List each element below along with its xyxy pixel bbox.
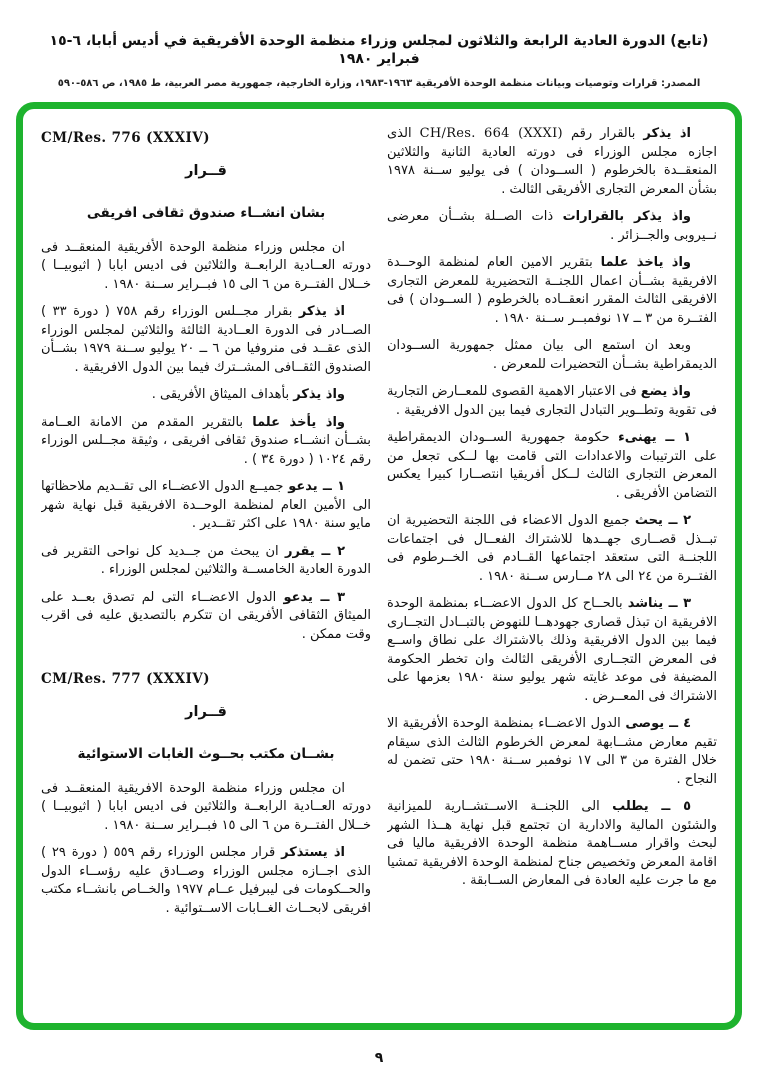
page-header — [0, 0, 758, 89]
para-text: بقرار مجــلس الوزراء رقم ٧٥٨ ( دورة ٣٣ ) الصــادر فى الدورة العــادية الثالثة والثلاثين لمجلس الوزراء الذى عقــد فى منروفيا من ٦ ــ ٢٠ يوليو ســنة ١٩٧٩ بشــأن الصندوق الثقــافى المشــترك فيما بين الدول الافريقية . — [41, 304, 371, 375]
para-text: جميــع الدول الاعضــاء الى تقــديم ملاحظاتها الى الأمين العام لمنظمة الوحــدة الافريقية قبل نهاية شهر مايو سنة ١٩٨٠ على اكثر تقــدير . — [41, 479, 371, 531]
para-text: ان يبحث من جــديد كل نواحى التقرير فى الدورة العادية الخامســة والثلاثين لمجلس الوزراء . — [41, 543, 371, 577]
para-text: الذى اجازه مجلس الوزراء فى دورته العادية الثانية والثلاثين المنعقــدة بالخرطوم ( الســودان ) فى يوليو ســنة ١٩٧٨ بشأن المعرض التجارى الأفريقى الثالث . — [387, 126, 717, 197]
paragraph — [41, 303, 371, 377]
para-text: حكومة جمهورية الســودان الديمقراطية على الترتيبات والاعدادات التى قامت بها لــكى تجعل من المعرض التجارى الثالث لــكل أفريقيا انتصــارا كبيرا يعكس التضامن الأفريقى . — [387, 430, 717, 501]
numbered-item — [387, 429, 717, 503]
para-text: بالتقرير المقدم من الامانة العــامة بشــأن انشــاء صندوق ثقافى افريقى ، وثيقة مجــلس الوزراء رقم ١٠٢٤ ( دورة ٣٤ ) . — [41, 414, 371, 467]
two-column-layout — [41, 125, 717, 1013]
para-lead: ١ ــ يدعو — [288, 479, 345, 494]
source-citation: المصدر: قرارات وتوصيات وبيانات منظمة الوحدة الأفريقية ١٩٦٣-١٩٨٣، وزارة الخارجية، جمهورية مصر العربية، ط ١٩٨٥، ص ٥٨٦-٥٩٠ — [57, 78, 701, 90]
paragraph — [387, 208, 717, 245]
para-lead: واذ ياخذ علما — [600, 255, 692, 270]
paragraph — [387, 383, 717, 420]
paragraph — [387, 125, 717, 199]
numbered-item — [387, 798, 717, 891]
para-lead: ٢ ــ يقرر — [284, 543, 345, 559]
para-lead: واذ يذكر بالقرارات — [562, 209, 691, 224]
column-left — [41, 125, 371, 1013]
para-lead: ٢ ــ يحث — [634, 513, 691, 528]
para-text: ذات الصــلة بشــأن معرضى نــيروبى والجــزائر . — [387, 209, 717, 243]
para-text: الدول الاعضــاء بمنظمة الوحدة الأفريقية الا تقيم معارض مشــابهة لمعرض الخرطوم الثالث الذى سيقام خلال الفترة من ٣ الى ١٧ نوفمبر ســنة ١٩٨٠ حتى تضمن له النجاح . — [387, 716, 717, 787]
numbered-item — [41, 478, 371, 534]
para-text: بالحــاح كل الدول الاعضــاء بمنظمة الوحدة الافريقية ان تبذل قصارى جهودهــا للنهوض بالتبــادل التجــارى فيما بين الدول الافريقية وذلك بالاشتراك على نطاق واســع فى المعرض التجــارى الأفريقى الثالث وان تخطر الحكومة المضيفة فى موعد غايته شهر يوليو سنة ١٩٨٠ بعزمها على الاشتراك فى المعــرض . — [387, 596, 717, 704]
resolution-title: قــرار — [185, 703, 227, 720]
page-footer — [0, 1050, 758, 1066]
numbered-item — [387, 512, 717, 586]
numbered-item — [387, 715, 717, 789]
para-text: بأهداف الميثاق الأفريقى . — [151, 387, 294, 402]
para-lead: ٣ ــ يناشد — [627, 596, 691, 611]
para-text: الى اللجنــة الاســتشــارية للميزانية والشئون المالية والادارية ان تجتمع قبل نهاية هــذا الشهر لبحث واقرار مســاهمة منظمة الوحدة الافريقية ماليا فى اقامة المعرض وتخصيص جناح لمنظمة الوحدة الافريقية تمشيا مع ما جرت عليه العادة فى المعارض الســابقة . — [387, 799, 717, 888]
resolution-subject: بشان انشــاء صندوق ثقافى افريقى — [86, 205, 326, 221]
numbered-item — [387, 595, 717, 706]
para-lead: واذ يضع — [640, 384, 691, 399]
numbered-item — [41, 543, 371, 580]
green-border-frame — [16, 102, 742, 1030]
para-text: فى الاعتبار الاهمية القصوى للمعــارض التجارية فى تقوية وتطــوير التبادل التجارى فيما بين الدول الافريقية . — [387, 384, 717, 418]
paragraph — [41, 386, 371, 405]
paragraph — [41, 780, 371, 836]
para-lead: واذ يأخذ علما — [252, 414, 345, 430]
para-lead: اذ يذكر — [643, 126, 691, 141]
para-lead: اذ يستذكر — [281, 845, 345, 860]
resolution-title: قــرار — [185, 162, 227, 179]
resolution-code: CM/Res. 776 (XXXIV) — [41, 130, 210, 146]
para-text: جميع الدول الاعضاء فى اللجنة التحضيرية ان تبــذل قصــارى جهــدها للاشتراك الفعــال فى اجتماعات اللجنــة التى ستعقد اجتماعها القــادم فى الخــرطوم فى الفتــرة من ٢٤ الى ٢٨ مــارس ســنة ١٩٨٠ . — [387, 513, 717, 584]
paragraph — [387, 254, 717, 328]
para-text: ان مجلس وزراء منظمة الوحدة الافريقية المنعقــد فى دورته العــادية الرابعــة والثلاثين فى اديس ابابا ( اثيوبيــا ) خــلال الفتــرة من ٦ الى ١٥ فبــراير ســنة ١٩٨٠ . — [41, 780, 371, 833]
para-lead: ٣ ــ يدعو — [283, 589, 345, 605]
para-lead: ٤ ــ يوصى — [625, 716, 692, 731]
numbered-item — [41, 589, 371, 645]
paragraph — [41, 239, 371, 295]
para-lead: اذ يذكر — [298, 304, 345, 319]
page-number: ٩ — [374, 1050, 384, 1066]
paragraph — [41, 844, 371, 918]
resolution-block — [41, 670, 371, 918]
para-text: قرار مجلس الوزراء رقم ٥٥٩ ( دورة ٢٩ ) الذى اجــازه مجلس الوزراء وصــادق عليه رؤســاء الدول والحــكومات فى ليبرفيل عــام ١٩٧٧ والخــاص بانشــاء مكتب افريقى لابحــاث الغــابات الاســتوائية . — [41, 845, 371, 916]
paragraph — [387, 337, 717, 374]
column-right — [387, 125, 717, 1013]
resolution-code-inline: CH/Res. 664 (XXXI) — [419, 126, 563, 141]
para-lead: واذ يذكر — [293, 387, 345, 402]
paragraph — [41, 414, 371, 470]
para-lead: ٥ ــ يطلب — [612, 799, 691, 814]
resolution-code: CM/Res. 777 (XXXIV) — [41, 671, 210, 687]
page-title: (تابع) الدورة العادية الرابعة والثلاثون لمجلس وزراء منظمة الوحدة الأفريقية في أديس أبابا، ٦-١٥ فبراير ١٩٨٠ — [49, 33, 709, 68]
para-text: بتقرير الامين العام لمنظمة الوحــدة الافريقية بشــأن اعمال اللجنــة التحضيرية للمعرض التجارى الافريقى الثالث المقرر انعقــاده بالخرطوم ( الســودان ) فى الفتــرة من ٣ ــ ١٧ نوفمبــر ســنة ١٩٨٠ . — [387, 255, 717, 326]
para-text: الدول الاعضــاء التى لم تصدق بعــد على الميثاق الثقافى الأفريقى ان تتكرم بالتصديق عليه فى اقرب وقت ممكن . — [41, 589, 371, 642]
para-text: ان مجلس وزراء منظمة الوحدة الأفريقية المنعقــد فى دورته العــادية الرابعــة والثلاثين فى اديس ابابا ( اثيوبيــا ) خــلال الفتــرة من ٦ الى ١٥ فبــراير ســنة ١٩٨٠ . — [41, 239, 371, 292]
resolution-subject: بشــان مكتب بحــوث الغابات الاستوائية — [77, 746, 335, 762]
para-text: وبعد ان استمع الى بيان ممثل جمهورية الســودان الديمقراطية بشــأن التحضيرات للمعرض . — [387, 338, 717, 372]
para-lead: ١ ــ يهنىء — [618, 430, 691, 445]
para-text: بالقرار رقم — [562, 126, 644, 141]
